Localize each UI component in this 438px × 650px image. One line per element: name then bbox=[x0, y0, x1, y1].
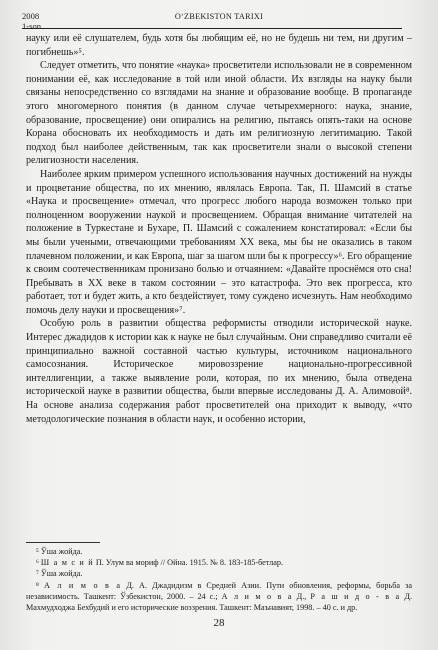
footnotes bbox=[26, 546, 412, 613]
footnote-author: А л и м о в а bbox=[221, 591, 293, 601]
footnote-author: Р а ш и д о - в а bbox=[310, 591, 401, 601]
paragraph: Особую роль в развитии общества реформисты отводили исторической науке. Интерес джадидов к истории как к науке не был случайным. Они справедливо считали её принципиально важной составной частью культуры, источником национального самосознания. Историческое мировоззрение национально-прогрессивной интеллигенции, а также выявление роли, которая, по их мнению, была отведена исторической науке в развитии общества, были впервые исследованы Д. А. Алимовой⁸. На основе анализа содержания работ просветителей она приходит к выводу, «что методологические познания в области наук, и особенно истории, bbox=[26, 318, 412, 425]
footnote-8: ⁸ А л и м о в а Д. А. Джадидизм в Средней Азии. Пути обновления, реформы, борьба за независимость. Ташкент: Ўзбекистон, 2000. – 24 с.; А л и м о в а Д., Р а ш и д о - в а Д. Махмудходжа Бехбудий и его исторические воззрения. Ташкент: Маънавият, 1998. – 40 с. и др. bbox=[26, 580, 413, 613]
footnote-author: А л и м о в а bbox=[43, 580, 122, 590]
journal-title: O‘ZBEKISTON TARIXI bbox=[174, 12, 264, 21]
page-number: 28 bbox=[213, 617, 225, 629]
header-rule bbox=[22, 28, 402, 29]
footnote-text: П. Улум ва мориф // Ойна. 1915. № 8. 183-185-бетлар. bbox=[93, 558, 284, 568]
footnote-7: ⁷ Ўша жойда. bbox=[36, 569, 83, 579]
footnote-text: Д. Махмудходжа Бехбудий и его исторические воззрения. Ташкент: Маънавият, 1998. – 40 с. и др. bbox=[26, 591, 413, 613]
header-year: 2008 bbox=[22, 11, 40, 21]
main-text bbox=[26, 32, 412, 426]
footnote-rule bbox=[26, 542, 100, 543]
footnote-author: Ш а м с и й bbox=[40, 558, 94, 568]
footnote-5: ⁵ Ўша жойда. bbox=[36, 547, 83, 556]
header-issue: 1-son bbox=[22, 21, 42, 31]
paragraph-continuation: науку или её слушателем, будь хотя бы любящим её, но не будешь ни тем, ни другим – погибнешь»⁵. bbox=[26, 33, 412, 58]
footnote-6: ⁶ Ш а м с и й П. Улум ва мориф // Ойна. 1915. № 8. 183-185-бетлар. bbox=[36, 558, 284, 568]
paragraph: Наиболее ярким примером успешного использования научных достижений на нужды и процветание общества, по их мнению, являлась Европа. Так, П. Шамсий в статье «Наука и просвещение» отмечал, что прогресс любого народа возможен только при полноценном вооружении наукой и просвещением. Обращая внимание читателей на положение в Туркестане и Бухаре, П. Шамсий с сожалением констатировал: «Если бы мы были учеными, отвечающими требованиям XX века, мы бы не оказались в таком плачевном положении, и как Европа, шаг за шагом шли бы к прогрессу»⁶. Его обращение к своим соотечественникам пронизано болью и отчаянием: «Давайте проснёмся ото сна! Пребывать в XX веке в таком состоянии – это катастрофа. Это век прогресса, кто работает, тот и будет жить, а кто бездействует, тому суждено исчезнуть. Нам необходимо помочь делу науки и просвещения»⁷. bbox=[26, 168, 412, 316]
footnote-text: Д. А. Джадидизм в Средней Азии. Пути обновления, реформы, борьба за независимость. Ташкент: Ўзбекистон, 2000. – 24 с.; bbox=[26, 580, 412, 601]
paragraph: Следует отметить, что понятие «наука» просветители использовали не в современном понимании её, как исследование в той или иной области. Их взгляды на науку были связаны непосредственно со взглядами на знание и образование вообще. В пропаганде этого многомерного понятия (в данном случае четырехмерного: наука, знание, образование, просвещение) они опирались на религию, пытаясь опять-таки на основе Корана обосновать их необходимость и дать им религиозную легитимацию. Такой подход был наиболее действенным, так как просветители знали о высокой степени религиозности населения. bbox=[26, 60, 412, 167]
footnote-text: Д., bbox=[292, 591, 311, 601]
